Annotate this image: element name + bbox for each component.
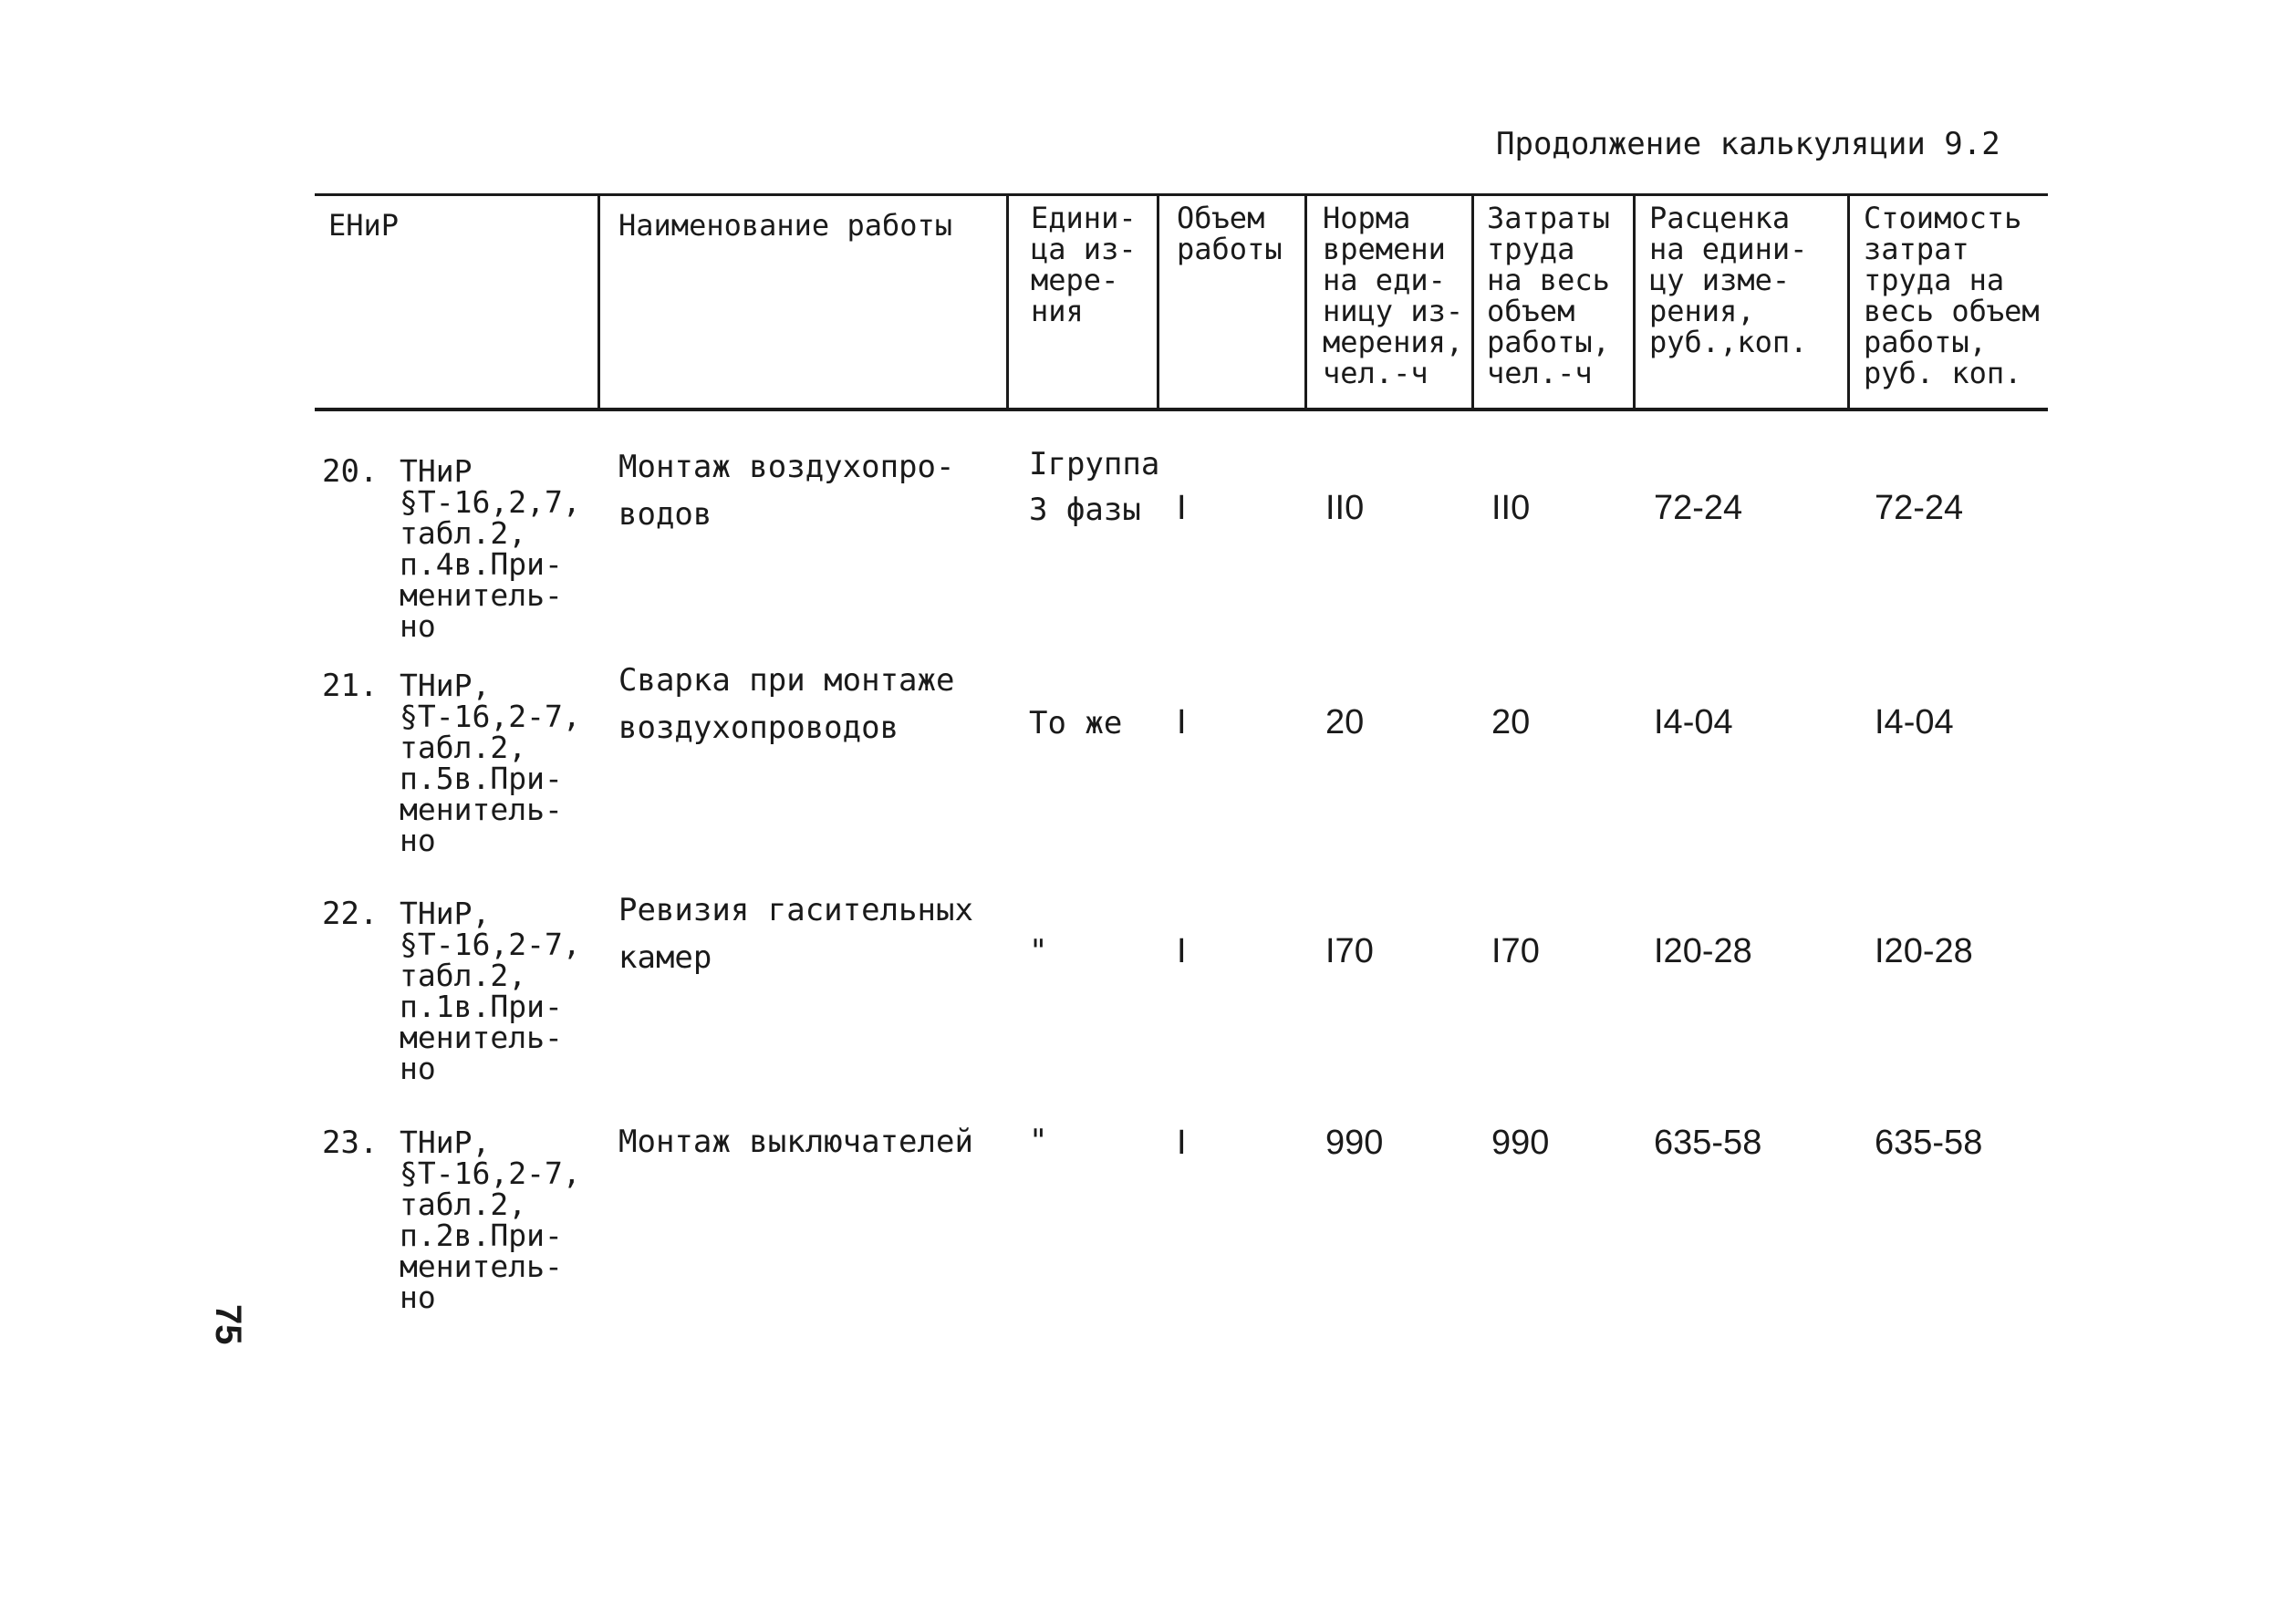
time-norm: 20 xyxy=(1325,703,1365,741)
column-divider xyxy=(1633,195,1636,409)
total-cost: 72-24 xyxy=(1875,489,1964,527)
labor-cost: II0 xyxy=(1491,489,1531,527)
unit-of-measure-line2: 3 фазы xyxy=(1029,492,1141,528)
row-number: 21. xyxy=(322,668,379,704)
total-cost: 635-58 xyxy=(1875,1124,1983,1162)
header-work-name: Наименование работы xyxy=(618,208,953,243)
work-name: Ревизия гасительных камер xyxy=(618,892,973,976)
header-enir: ЕНиР xyxy=(328,208,400,243)
header-cost: Стоимость затрат труда на весь объем работы, руб. коп. xyxy=(1864,201,2040,390)
labor-cost: 20 xyxy=(1491,703,1531,741)
norm-reference: ТНиР §Т-16,2,7, табл.2, п.4в.При- менитель- но xyxy=(400,453,581,644)
work-volume: I xyxy=(1177,489,1187,527)
calculation-caption: Продолжение калькуляции 9.2 xyxy=(1496,126,2000,162)
work-volume: I xyxy=(1177,932,1187,970)
page-number: 75 xyxy=(208,1304,248,1345)
unit-rate: 635-58 xyxy=(1654,1124,1762,1162)
row-number: 22. xyxy=(322,896,379,932)
header-labor: Затраты труда на весь объем работы, чел.-ч xyxy=(1487,201,1610,390)
work-name: Монтаж воздухопро- водов xyxy=(618,449,955,533)
column-divider xyxy=(1847,195,1850,409)
column-divider xyxy=(597,195,600,409)
unit-of-measure: " xyxy=(1029,1123,1048,1159)
header-volume: Объем работы xyxy=(1177,201,1283,266)
column-divider xyxy=(1471,195,1474,409)
row-number: 20. xyxy=(322,453,379,490)
column-divider xyxy=(1157,195,1159,409)
norm-reference: ТНиР, §Т-16,2-7, табл.2, п.2в.При- менитель- но xyxy=(400,1125,581,1315)
total-cost: I20-28 xyxy=(1875,932,1973,970)
header-top-rule xyxy=(315,193,2048,196)
total-cost: I4-04 xyxy=(1875,703,1954,741)
unit-rate: 72-24 xyxy=(1654,489,1743,527)
unit-of-measure: Iгруппа xyxy=(1029,446,1160,482)
header-bottom-rule xyxy=(315,408,2048,411)
unit-of-measure: " xyxy=(1029,933,1048,969)
column-divider xyxy=(1006,195,1009,409)
labor-cost: 990 xyxy=(1491,1124,1550,1162)
unit-rate: I20-28 xyxy=(1654,932,1752,970)
labor-cost: I70 xyxy=(1491,932,1540,970)
time-norm: 990 xyxy=(1325,1124,1384,1162)
header-time-norm: Норма времени на еди- ницу из- мерения, чел.-ч xyxy=(1323,201,1464,390)
time-norm: I70 xyxy=(1325,932,1374,970)
norm-reference: ТНиР, §Т-16,2-7, табл.2, п.5в.При- менитель- но xyxy=(400,668,581,858)
header-rate: Расценка на едини- цу изме- рения, руб.,коп. xyxy=(1649,201,1808,359)
time-norm: II0 xyxy=(1325,489,1365,527)
unit-of-measure: То же xyxy=(1029,705,1123,741)
work-volume: I xyxy=(1177,1124,1187,1162)
header-unit: Едини- ца из- мере- ния xyxy=(1031,201,1137,328)
column-divider xyxy=(1304,195,1307,409)
unit-rate: I4-04 xyxy=(1654,703,1733,741)
work-name: Сварка при монтаже воздухопроводов xyxy=(618,662,955,746)
work-name: Монтаж выключателей xyxy=(618,1124,973,1160)
norm-reference: ТНиР, §Т-16,2-7, табл.2, п.1в.При- менитель- но xyxy=(400,896,581,1086)
work-volume: I xyxy=(1177,703,1187,741)
row-number: 23. xyxy=(322,1125,379,1161)
